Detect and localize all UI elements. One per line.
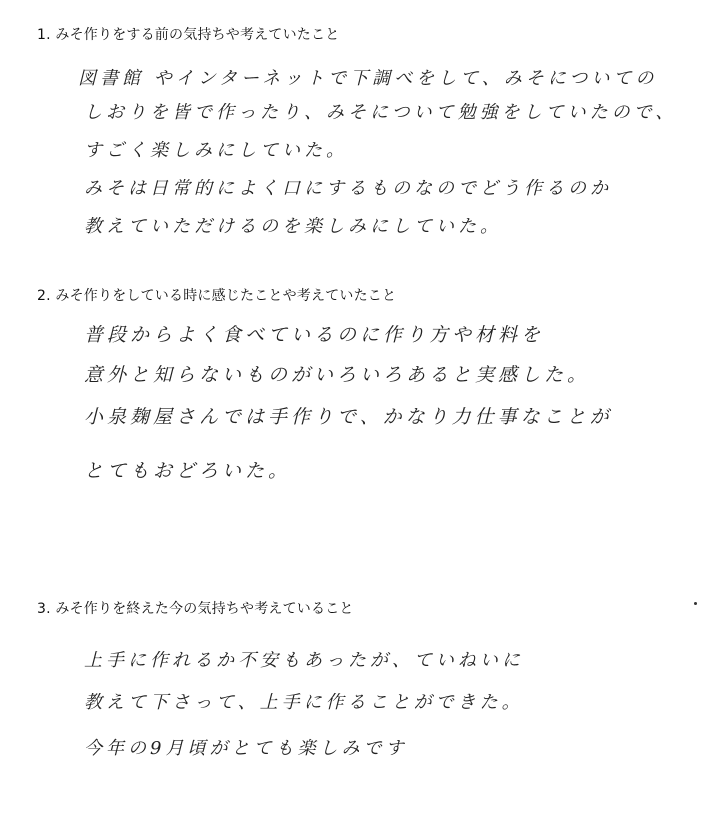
section-2-line-4: とてもおどろいた。 <box>84 460 292 482</box>
section-2-line-2: 意外と知らないものがいろいろあると実感した。 <box>84 364 591 386</box>
section-1-line-5: 教えていただけるのを楽しみにしていた。 <box>84 216 502 237</box>
section-3-line-1: 上手に作れるか不安もあったが、ていねいに <box>84 650 524 671</box>
section-3-line-3: 今年の9月頃がとても楽しみです <box>84 738 408 759</box>
section-1-line-3: すごく楽しみにしていた。 <box>84 140 348 161</box>
section-1-heading: 1. みそ作りをする前の気持ちや考えていたこと <box>37 27 340 43</box>
section-2-line-3: 小泉麹屋さんでは手作りで、かなり力仕事なことが <box>84 406 613 428</box>
section-3-heading: 3. みそ作りを終えた今の気持ちや考えていること <box>37 601 354 617</box>
section-1-line-2: しおりを皆で作ったり、みそについて勉強をしていたので、 <box>84 102 678 123</box>
section-2-line-1: 普段からよく食べているのに作り方や材料を <box>84 324 545 346</box>
section-3-line-2: 教えて下さって、上手に作ることができた。 <box>84 692 524 713</box>
section-1-line-4: みそは日常的によく口にするものなのでどう作るのか <box>84 178 612 199</box>
scan-speck <box>694 602 697 605</box>
section-2-heading: 2. みそ作りをしている時に感じたことや考えていたこと <box>37 288 397 304</box>
section-1-line-1: 図書館 やインターネットで下調べをして、みそについての <box>78 68 658 89</box>
